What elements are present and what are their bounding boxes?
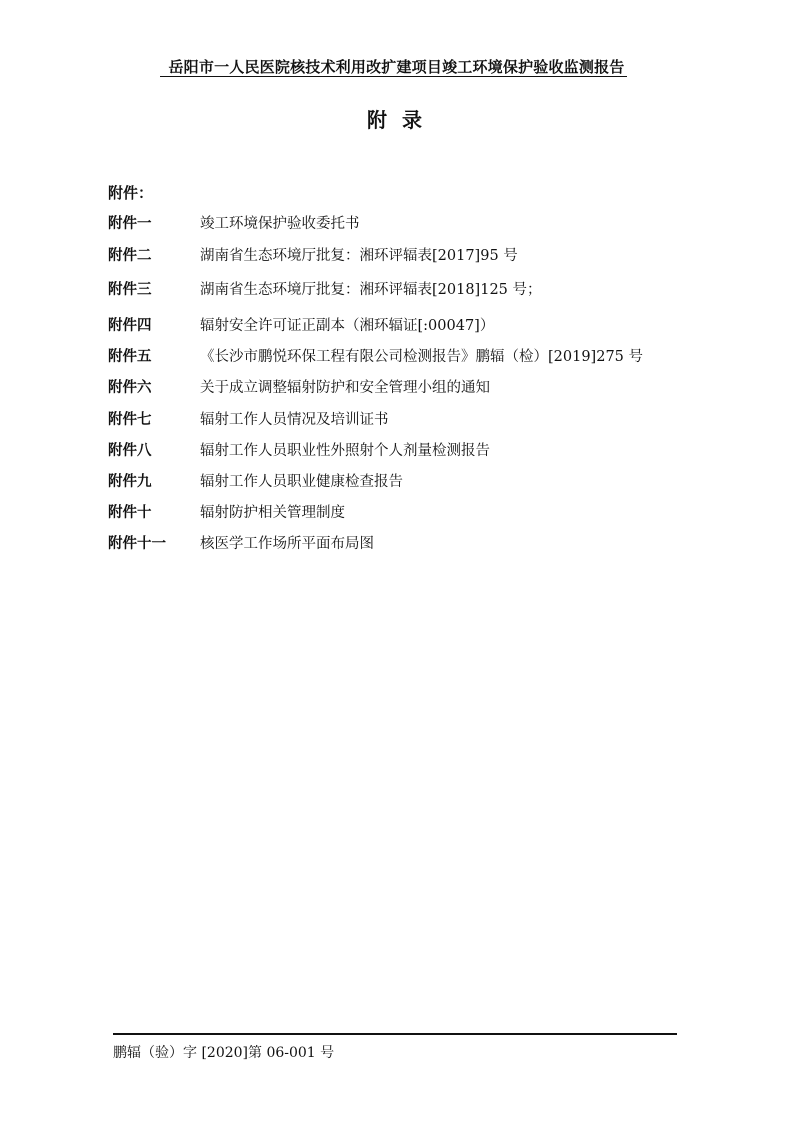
attachment-desc: 湖南省生态环境厅批复：湘环评辐表[2017]95 号 xyxy=(200,248,518,264)
attachments-intro: 附件： xyxy=(108,184,154,202)
report-title: 岳阳市一人民医院核技术利用改扩建项目竣工环境保护验收监测报告 xyxy=(168,58,625,76)
attachment-item xyxy=(108,408,708,430)
attachment-item xyxy=(108,532,708,554)
attachment-desc: 辐射工作人员职业健康检查报告 xyxy=(200,474,403,490)
attachment-desc: 辐射工作人员情况及培训证书 xyxy=(200,412,389,428)
document-number: 鹏辐（验）字 [2020]第 06-001 号 xyxy=(113,1045,335,1061)
attachment-desc: 竣工环境保护验收委托书 xyxy=(200,216,360,232)
attachment-item xyxy=(108,345,708,367)
footer-rule xyxy=(113,1033,677,1035)
attachment-item xyxy=(108,470,708,492)
attachment-desc: 辐射防护相关管理制度 xyxy=(200,505,345,521)
attachment-label: 附件十一 xyxy=(108,535,166,552)
section-title: 附 录 xyxy=(367,108,426,132)
attachment-item xyxy=(108,439,708,461)
attachment-desc: 核医学工作场所平面布局图 xyxy=(200,536,374,552)
attachment-item xyxy=(108,278,708,300)
attachment-label: 附件十 xyxy=(108,504,152,521)
attachment-label: 附件八 xyxy=(108,442,152,459)
attachment-item xyxy=(108,501,708,523)
attachment-label: 附件五 xyxy=(108,348,152,365)
attachment-label: 附件三 xyxy=(108,281,152,298)
attachment-label: 附件四 xyxy=(108,317,152,334)
attachment-desc: 《长沙市鹏悦环保工程有限公司检测报告》鹏辐（检）[2019]275 号 xyxy=(200,349,643,365)
attachment-label: 附件二 xyxy=(108,247,152,264)
header-underline xyxy=(160,76,627,77)
attachment-label: 附件一 xyxy=(108,215,152,232)
attachment-desc: 关于成立调整辐射防护和安全管理小组的通知 xyxy=(200,380,490,396)
attachment-label: 附件七 xyxy=(108,411,152,428)
attachment-item xyxy=(108,244,708,266)
attachment-item xyxy=(108,212,708,234)
attachment-item xyxy=(108,376,708,398)
attachment-item xyxy=(108,314,708,336)
attachment-label: 附件六 xyxy=(108,379,152,396)
attachment-desc: 湖南省生态环境厅批复：湘环评辐表[2018]125 号； xyxy=(200,282,542,298)
attachment-desc: 辐射工作人员职业性外照射个人剂量检测报告 xyxy=(200,443,490,459)
attachment-desc: 辐射安全许可证正副本（湘环辐证[:00047]） xyxy=(200,318,495,334)
attachment-label: 附件九 xyxy=(108,473,152,490)
